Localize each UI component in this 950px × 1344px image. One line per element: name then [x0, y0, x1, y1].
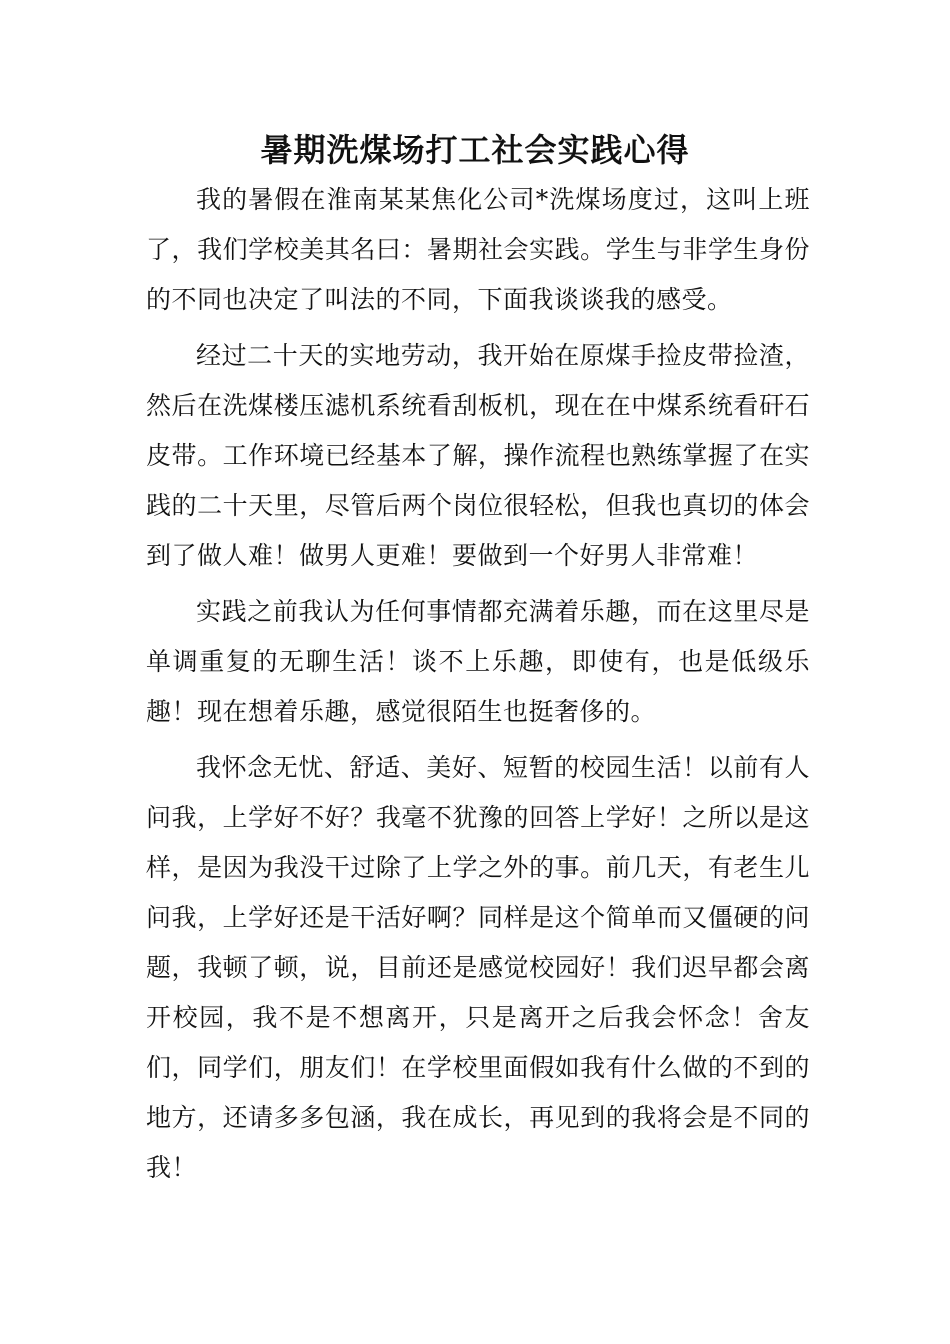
document-title: 暑期洗煤场打工社会实践心得	[260, 131, 690, 169]
paragraph-1: 我的暑假在淮南某某焦化公司*洗煤场度过，这叫上班了，我们学校美其名曰：暑期社会实践。学生与非学生身份的不同也决定了叫法的不同，下面我谈谈我的感受。	[146, 185, 810, 314]
paragraph-2: 经过二十天的实地劳动，我开始在原煤手捡皮带捡渣，然后在洗煤楼压滤机系统看刮板机，现在在中煤系统看矸石皮带。工作环境已经基本了解，操作流程也熟练掌握了在实践的二十天里，尽管后两个岗位很轻松，但我也真切的体会到了做人难！做男人更难！要做到一个好男人非常难！	[146, 341, 810, 570]
document-body	[146, 175, 810, 1199]
paragraph-4: 我怀念无忧、舒适、美好、短暂的校园生活！以前有人问我，上学好不好？我毫不犹豫的回答上学好！之所以是这样，是因为我没干过除了上学之外的事。前几天，有老生儿问我，上学好还是干活好啊？同样是这个简单而又僵硬的问题，我顿了顿，说，目前还是感觉校园好！我们迟早都会离开校园，我不是不想离开，只是离开之后我会怀念！舍友们，同学们，朋友们！在学校里面假如我有什么做的不到的地方，还请多多包涵，我在成长，再见到的我将会是不同的我！	[146, 753, 810, 1182]
paragraph-3: 实践之前我认为任何事情都充满着乐趣，而在这里尽是单调重复的无聊生活！谈不上乐趣，即使有，也是低级乐趣！现在想着乐趣，感觉很陌生也挺奢侈的。	[146, 597, 810, 726]
